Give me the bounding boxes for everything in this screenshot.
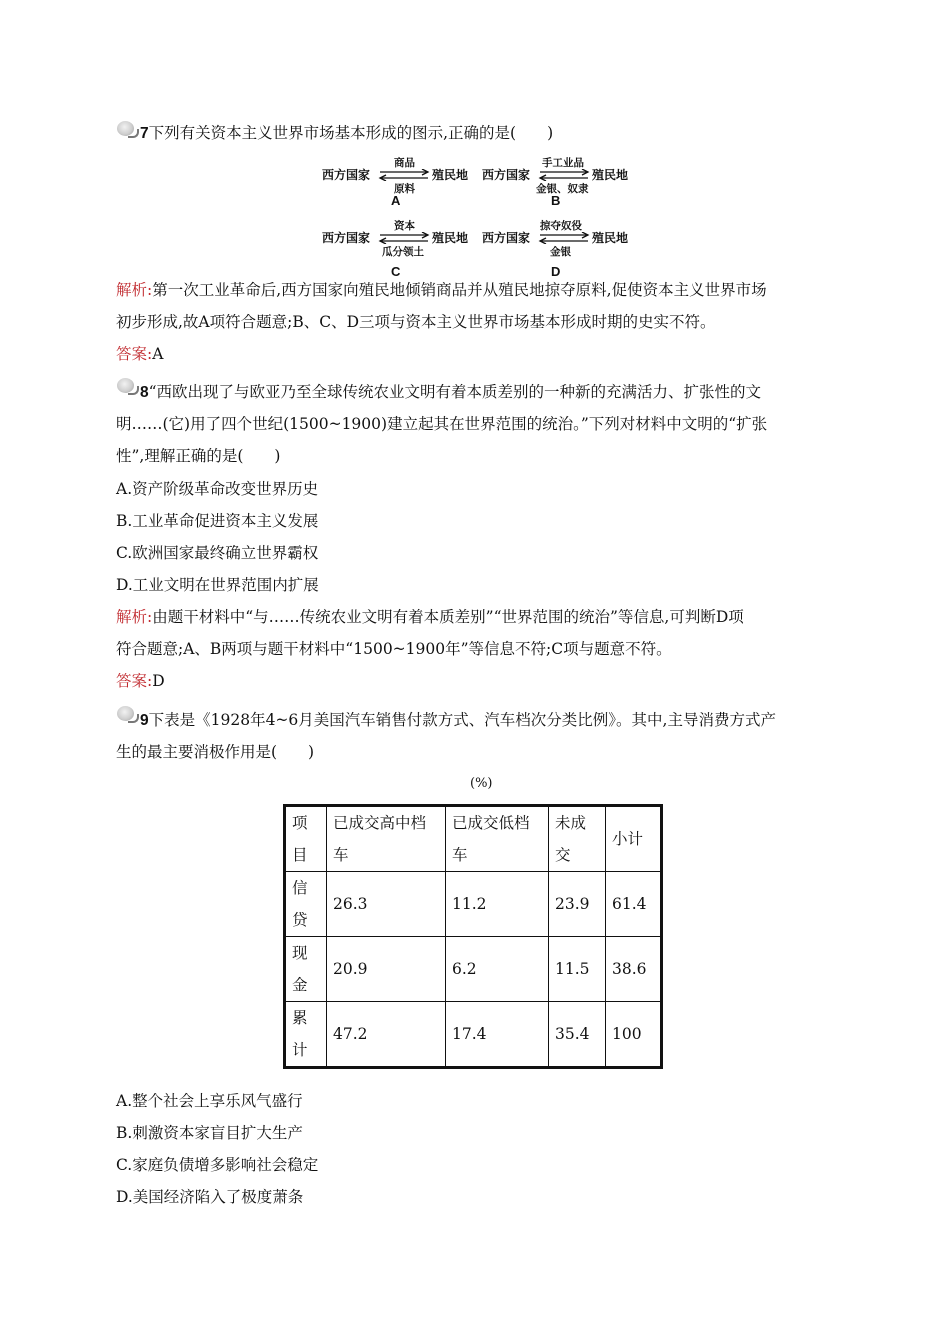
table-cell: 11.2: [446, 872, 549, 937]
diagram-right-label: 殖民地: [592, 231, 629, 245]
answer-8: [116, 671, 165, 691]
diagram-left-label: 西方国家: [322, 231, 371, 245]
option-d[interactable]: D.美国经济陷入了极度萧条: [116, 1188, 304, 1206]
analysis-8-line-2: 符合题意;A、B两项与题干材料中“1500~1900年”等信息不符;C项与题意不符。: [116, 640, 672, 658]
answer-label: 答案:: [116, 345, 153, 363]
table-cell: 23.9: [549, 872, 606, 937]
answer-7: [116, 344, 163, 364]
diagram-left-label: 西方国家: [482, 231, 531, 245]
answer-value: A: [152, 345, 164, 363]
table-unit: (%): [470, 776, 493, 791]
header-cell: 未成 交: [549, 806, 606, 872]
question-marker-icon: [116, 121, 138, 137]
question-number: 8: [140, 384, 149, 401]
diagram-left-label: 西方国家: [482, 168, 531, 182]
option-b[interactable]: B.工业革命促进资本主义发展: [116, 512, 319, 530]
diagram-bottom-label: 金银、奴隶: [536, 183, 589, 195]
diagram-right-label: 殖民地: [592, 168, 629, 182]
answer-label: 答案:: [116, 672, 153, 690]
table-row: [285, 1002, 662, 1068]
row-label: 现 金: [285, 937, 327, 1002]
diagram-top-label: 商品: [394, 157, 415, 169]
diagram-letter: A: [391, 193, 401, 208]
double-arrow-icon: [538, 169, 590, 181]
diagram-right-label: 殖民地: [432, 168, 469, 182]
analysis-8-line-1: 解析:由题干材料中“与……传统农业文明有着本质差别”“世界范围的统治”等信息,可判断D项: [116, 608, 744, 626]
option-a[interactable]: A.整个社会上享乐风气盛行: [116, 1092, 303, 1110]
table-cell: 20.9: [327, 937, 446, 1002]
table-cell: 47.2: [327, 1002, 446, 1068]
diagram-top-label: 资本: [394, 220, 415, 232]
row-label: 累 计: [285, 1002, 327, 1068]
header-cell: 已成交低档 车: [446, 806, 549, 872]
question-marker-icon: [116, 378, 138, 394]
question-9-line-1: 9下表是《1928年4~6月美国汽车销售付款方式、汽车档次分类比例》。其中,主导消费方式产: [140, 711, 776, 729]
double-arrow-icon: [378, 169, 430, 181]
option-c[interactable]: C.欧洲国家最终确立世界霸权: [116, 544, 319, 562]
table-cell: 11.5: [549, 937, 606, 1002]
diagram-bottom-label: 原料: [394, 183, 415, 195]
double-arrow-icon: [378, 232, 430, 244]
analysis-7-line-2: 初步形成,故A项符合题意;B、C、D三项与资本主义世界市场基本形成时期的史实不符。: [116, 313, 716, 331]
analysis-7-line-1: 解析:第一次工业革命后,西方国家向殖民地倾销商品并从殖民地掠夺原料,促使资本主义世界市场: [116, 281, 767, 299]
option-b[interactable]: B.刺激资本家盲目扩大生产: [116, 1124, 303, 1142]
table-cell: 17.4: [446, 1002, 549, 1068]
diagram-right-label: 殖民地: [432, 231, 469, 245]
table-cell: 38.6: [606, 937, 662, 1002]
table-cell: 61.4: [606, 872, 662, 937]
table-row: [285, 872, 662, 937]
answer-value: D: [152, 672, 165, 690]
diagram-letter: B: [551, 193, 561, 208]
diagram-bottom-label: 金银: [550, 246, 571, 258]
question-number: 7: [140, 125, 149, 142]
option-a[interactable]: A.资产阶级革命改变世界历史: [116, 480, 319, 498]
header-cell: 小计: [606, 806, 662, 872]
table-header-row: [285, 806, 662, 872]
diagram-bottom-label: 瓜分领土: [382, 246, 424, 258]
option-d[interactable]: D.工业文明在世界范围内扩展: [116, 576, 319, 594]
analysis-label: 解析:: [116, 608, 153, 626]
table-cell: 100: [606, 1002, 662, 1068]
question-marker-icon: [116, 706, 138, 722]
table-row: [285, 937, 662, 1002]
question-8-line-2: 明……(它)用了四个世纪(1500~1900)建立起其在世界范围的统治。”下列对材料中文明的“扩张: [116, 415, 768, 433]
question-7: [140, 123, 553, 144]
diagram-letter: C: [391, 264, 401, 279]
header-cell: 已成交高中档 车: [327, 806, 446, 872]
row-label: 信 贷: [285, 872, 327, 937]
question-9-line-2: 生的最主要消极作用是( ): [116, 743, 315, 761]
header-cell: 项 目: [285, 806, 327, 872]
question-8-line-3: 性”,理解正确的是( ): [116, 447, 281, 465]
double-arrow-icon: [538, 232, 590, 244]
table-cell: 35.4: [549, 1002, 606, 1068]
question-number: 9: [140, 712, 149, 729]
analysis-label: 解析:: [116, 281, 153, 299]
diagram-top-label: 掠夺奴役: [540, 220, 582, 232]
diagram-letter: D: [551, 264, 561, 279]
question-8-line-1: 8“西欧出现了与欧亚乃至全球传统农业文明有着本质差别的一种新的充满活力、扩张性的文: [140, 383, 762, 401]
question-text: 下列有关资本主义世界市场基本形成的图示,正确的是( ): [148, 124, 554, 142]
option-c[interactable]: C.家庭负债增多影响社会稳定: [116, 1156, 319, 1174]
diagram-top-label: 手工业品: [542, 157, 584, 169]
table-cell: 6.2: [446, 937, 549, 1002]
diagram-left-label: 西方国家: [322, 168, 371, 182]
sales-table: [283, 804, 663, 1069]
table-cell: 26.3: [327, 872, 446, 937]
